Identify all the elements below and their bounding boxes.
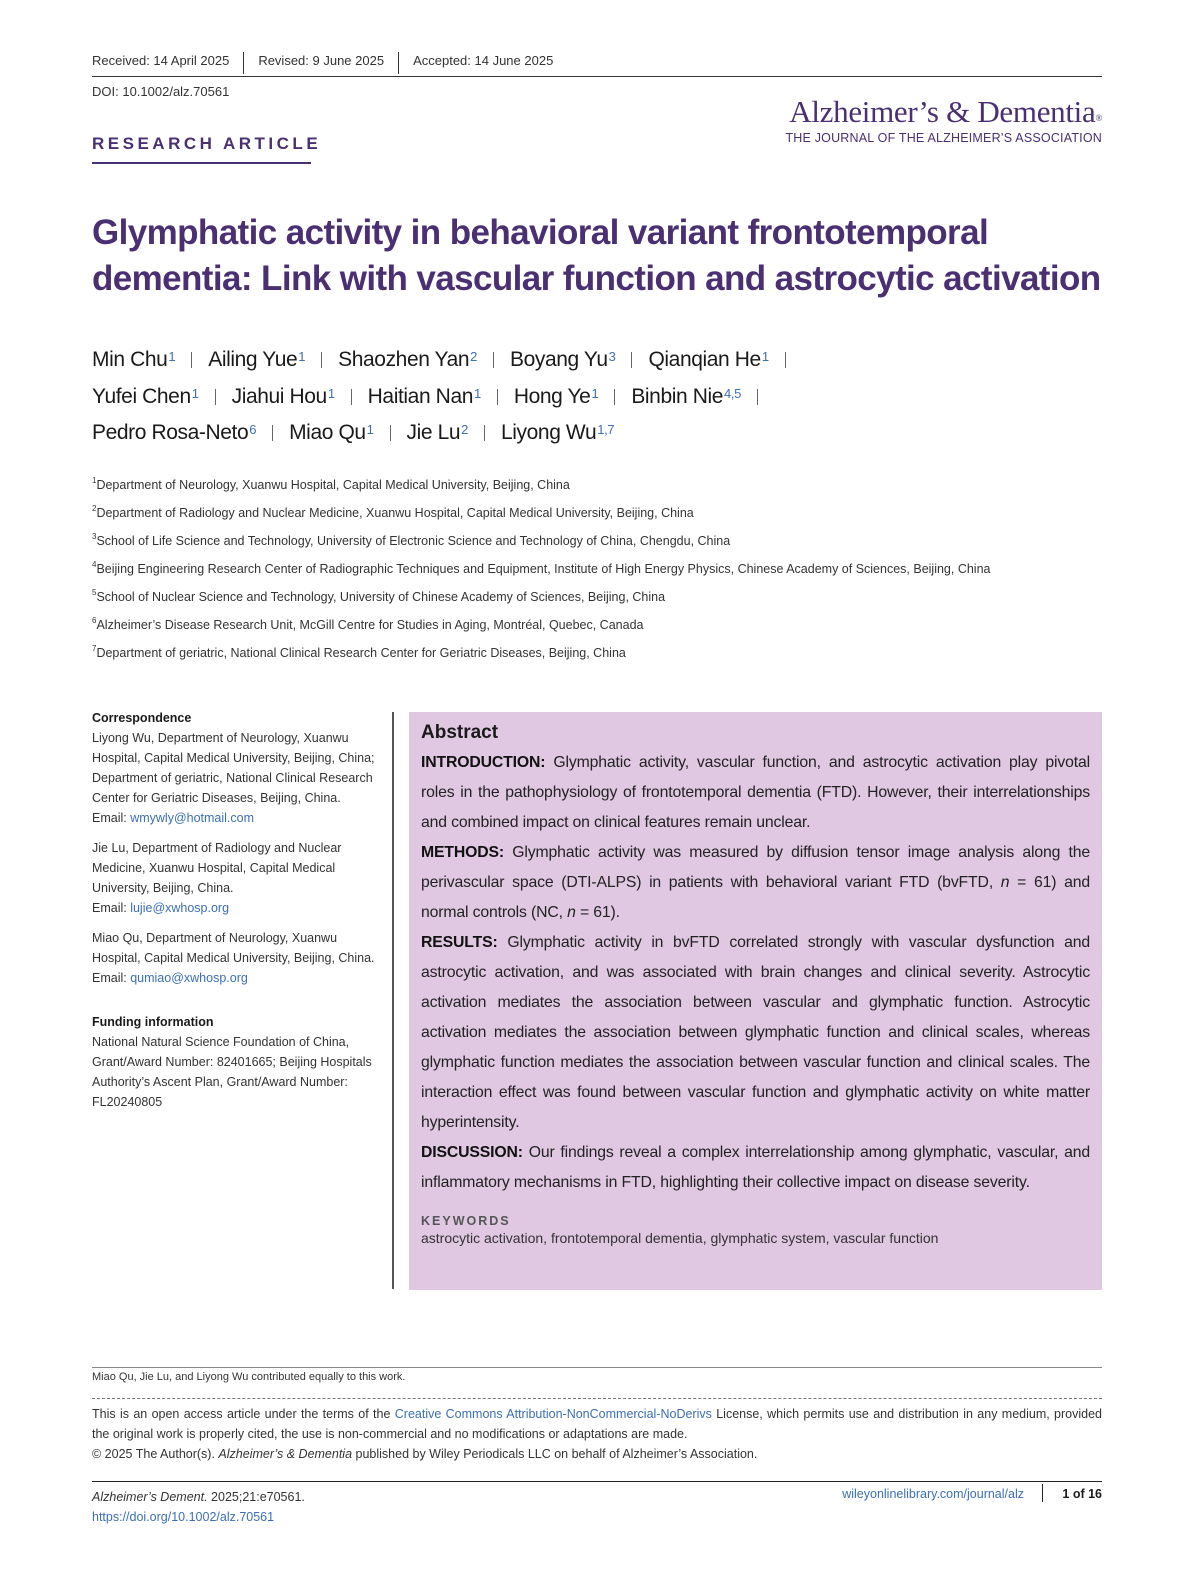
funding-heading: Funding information bbox=[92, 1015, 214, 1029]
author[interactable]: Qianqian He $^1$ bbox=[648, 348, 769, 371]
journal-name: Alzheimer’s & Dementia® bbox=[789, 94, 1102, 129]
abstract-results: RESULTS: Glymphatic activity in bvFTD correlated strongly with vascular dysfunction and astrocytic activation, and was associated with brain changes and clinical severity. Astrocytic activation mediates the association between vascular and glymphatic function. Astrocytic activation mediates the association between glymphatic function and clinical scales, whereas glymphatic function mediates the association between vascular function and clinical scales. The interaction effect was found between vascular function and glymphatic activity on white matter hyperintensity. bbox=[421, 934, 1090, 1131]
affiliation: $^5$School of Nuclear Science and Technology, University of Chinese Academy of Sciences, Beijing, China bbox=[92, 588, 666, 605]
correspondence-entry: Liyong Wu, Department of Neurology, Xuanwu Hospital, Capital Medical University, Beijing, China; Department of geriatric, National Clinical Research Center for Geriatric Diseases, Beijing, China. Email: wmywly@hotmail.com bbox=[92, 731, 375, 825]
revised-date: Revised: 9 June 2025 bbox=[258, 53, 385, 68]
journal-subtitle: THE JOURNAL OF THE ALZHEIMER’S ASSOCIATION bbox=[785, 131, 1102, 145]
author-separator bbox=[390, 425, 391, 441]
abstract-introduction: INTRODUCTION: Glymphatic activity, vascular function, and astrocytic activation play pivotal roles in the pathophysiology of frontotemporal dementia (FTD). However, their interrelationships and combined impact on clinical features remain unclear. bbox=[421, 754, 1090, 831]
author-separator bbox=[215, 389, 216, 405]
author[interactable]: Jiahui Hou $^1$ bbox=[231, 384, 335, 408]
author-row bbox=[92, 415, 1102, 452]
equal-contribution-note: Miao Qu, Jie Lu, and Liyong Wu contributed equally to this work. bbox=[92, 1371, 406, 1383]
license-note: This is an open access article under the terms of the Creative Commons Attribution-NonCommercial-NoDerivs License, which permits use and distribution in any medium, provided the original work is properly cited, the use is non-commercial and no modifications or adaptations are made. © 2025 The Author(s). Alzheimer’s & Dementia published by Wiley Periodicals LLC on behalf of Alzheimer’s Association. bbox=[92, 1407, 1103, 1461]
email-link[interactable]: wmywly@hotmail.com bbox=[130, 811, 255, 825]
doi: DOI: 10.1002/alz.70561 bbox=[92, 84, 230, 99]
footer-rule bbox=[92, 1481, 1102, 1482]
affiliation: $^6$Alzheimer’s Disease Research Unit, McGill Centre for Studies in Aging, Montréal, Quebec, Canada bbox=[92, 616, 644, 633]
author[interactable]: Jie Lu $^2$ bbox=[406, 421, 468, 444]
citation: Alzheimer’s Dement. 2025;21:e70561. https://doi.org/10.1002/alz.70561 bbox=[92, 1490, 305, 1524]
author-separator bbox=[484, 425, 485, 441]
article-type-underline bbox=[92, 162, 311, 164]
author-separator bbox=[351, 389, 352, 405]
keywords-heading: KEYWORDS bbox=[421, 1214, 511, 1228]
email-link[interactable]: lujie@xwhosp.org bbox=[130, 901, 230, 915]
footnote-rule bbox=[92, 1367, 1102, 1368]
author-list bbox=[92, 342, 1102, 452]
affiliation: $^4$Beijing Engineering Research Center of Radiographic Techniques and Equipment, Institute of High Energy Physics, Chinese Academy of Sciences, Beijing, China bbox=[92, 560, 991, 577]
keywords: astrocytic activation, frontotemporal dementia, glymphatic system, vascular function bbox=[421, 1230, 939, 1246]
registered-mark: ® bbox=[1095, 113, 1102, 123]
author-separator bbox=[321, 352, 322, 368]
funding-text: National Natural Science Foundation of China, Grant/Award Number: 82401665; Beijing Hospitals Authority’s Ascent Plan, Grant/Award Number: FL20240805 bbox=[92, 1035, 372, 1109]
page-number: 1 of 16 bbox=[1062, 1487, 1102, 1501]
article-title: Glymphatic activity in behavioral variant frontotemporal dementia: Link with vascular function and astrocytic activation bbox=[92, 213, 1101, 298]
affiliation: $^1$Department of Neurology, Xuanwu Hospital, Capital Medical University, Beijing, China bbox=[92, 476, 570, 493]
author[interactable]: Hong Ye $^1$ bbox=[513, 384, 599, 408]
affiliation: $^7$Department of geriatric, National Clinical Research Center for Geriatric Diseases, Beijing, China bbox=[92, 644, 626, 661]
author[interactable]: Shaozhen Yan $^2$ bbox=[338, 348, 478, 371]
author-separator bbox=[493, 352, 494, 368]
correspondence-entry: Jie Lu, Department of Radiology and Nuclear Medicine, Xuanwu Hospital, Capital Medical University, Beijing, China. Email: lujie@xwhosp.org bbox=[92, 841, 342, 915]
correspondence-heading: Correspondence bbox=[92, 711, 192, 725]
article-type: RESEARCH ARTICLE bbox=[92, 134, 322, 153]
divider bbox=[1042, 1484, 1043, 1502]
author[interactable]: Min Chu $^1$ bbox=[92, 348, 176, 371]
email-link[interactable]: qumiao@xwhosp.org bbox=[130, 971, 248, 985]
author-row bbox=[92, 342, 1102, 379]
author-separator bbox=[614, 389, 615, 405]
accepted-date: Accepted: 14 June 2025 bbox=[413, 53, 554, 68]
column-divider bbox=[392, 712, 394, 1289]
author[interactable]: Haitian Nan $^1$ bbox=[367, 384, 481, 408]
author[interactable]: Ailing Yue $^1$ bbox=[208, 348, 306, 371]
author-separator bbox=[191, 352, 192, 368]
author-separator bbox=[272, 425, 273, 441]
abstract-methods: METHODS: Glymphatic activity was measured by diffusion tensor image analysis along the perivascular space (DTI-ALPS) in patients with behavioral variant FTD (bvFTD, n = 61) and normal controls (NC, n = 61). bbox=[421, 844, 1090, 921]
abstract-discussion: DISCUSSION: Our findings reveal a complex interrelationship among glymphatic, vascular, and inflammatory mechanisms in FTD, highlighting their collective impact on disease severity. bbox=[421, 1144, 1090, 1191]
abstract-box bbox=[409, 712, 1102, 1290]
affiliations bbox=[92, 474, 1102, 670]
author[interactable]: Binbin Nie $^{4,5}$ bbox=[631, 384, 741, 408]
author-row bbox=[92, 379, 1102, 416]
sidebar-column bbox=[92, 708, 382, 1112]
abstract-heading: Abstract bbox=[421, 722, 499, 743]
doi-link[interactable]: https://doi.org/10.1002/alz.70561 bbox=[92, 1510, 275, 1524]
journal-logo bbox=[785, 96, 1102, 145]
divider bbox=[398, 52, 399, 74]
author[interactable]: Liyong Wu $^{1,7}$ bbox=[501, 421, 615, 444]
author-separator bbox=[757, 389, 758, 405]
publication-dates bbox=[92, 52, 1102, 77]
dashed-divider bbox=[92, 1398, 1102, 1399]
received-date: Received: 14 April 2025 bbox=[92, 53, 230, 68]
affiliation: $^2$Department of Radiology and Nuclear Medicine, Xuanwu Hospital, Capital Medical University, Beijing, China bbox=[92, 504, 694, 521]
author-separator bbox=[785, 352, 786, 368]
author[interactable]: Pedro Rosa-Neto $^6$ bbox=[92, 421, 257, 444]
journal-url-link[interactable]: wileyonlinelibrary.com/journal/alz bbox=[842, 1487, 1024, 1501]
author[interactable]: Yufei Chen $^1$ bbox=[92, 384, 199, 408]
author-separator bbox=[631, 352, 632, 368]
author[interactable]: Boyang Yu $^3$ bbox=[510, 348, 616, 371]
author-separator bbox=[497, 389, 498, 405]
divider bbox=[243, 52, 244, 74]
license-link[interactable]: Creative Commons Attribution-NonCommercial-NoDerivs bbox=[394, 1407, 712, 1421]
author[interactable]: Miao Qu $^1$ bbox=[289, 421, 374, 444]
affiliation: $^3$School of Life Science and Technology, University of Electronic Science and Technology of China, Chengdu, China bbox=[92, 532, 731, 549]
correspondence-entry: Miao Qu, Department of Neurology, Xuanwu Hospital, Capital Medical University, Beijing, China. Email: qumiao@xwhosp.org bbox=[92, 931, 375, 985]
